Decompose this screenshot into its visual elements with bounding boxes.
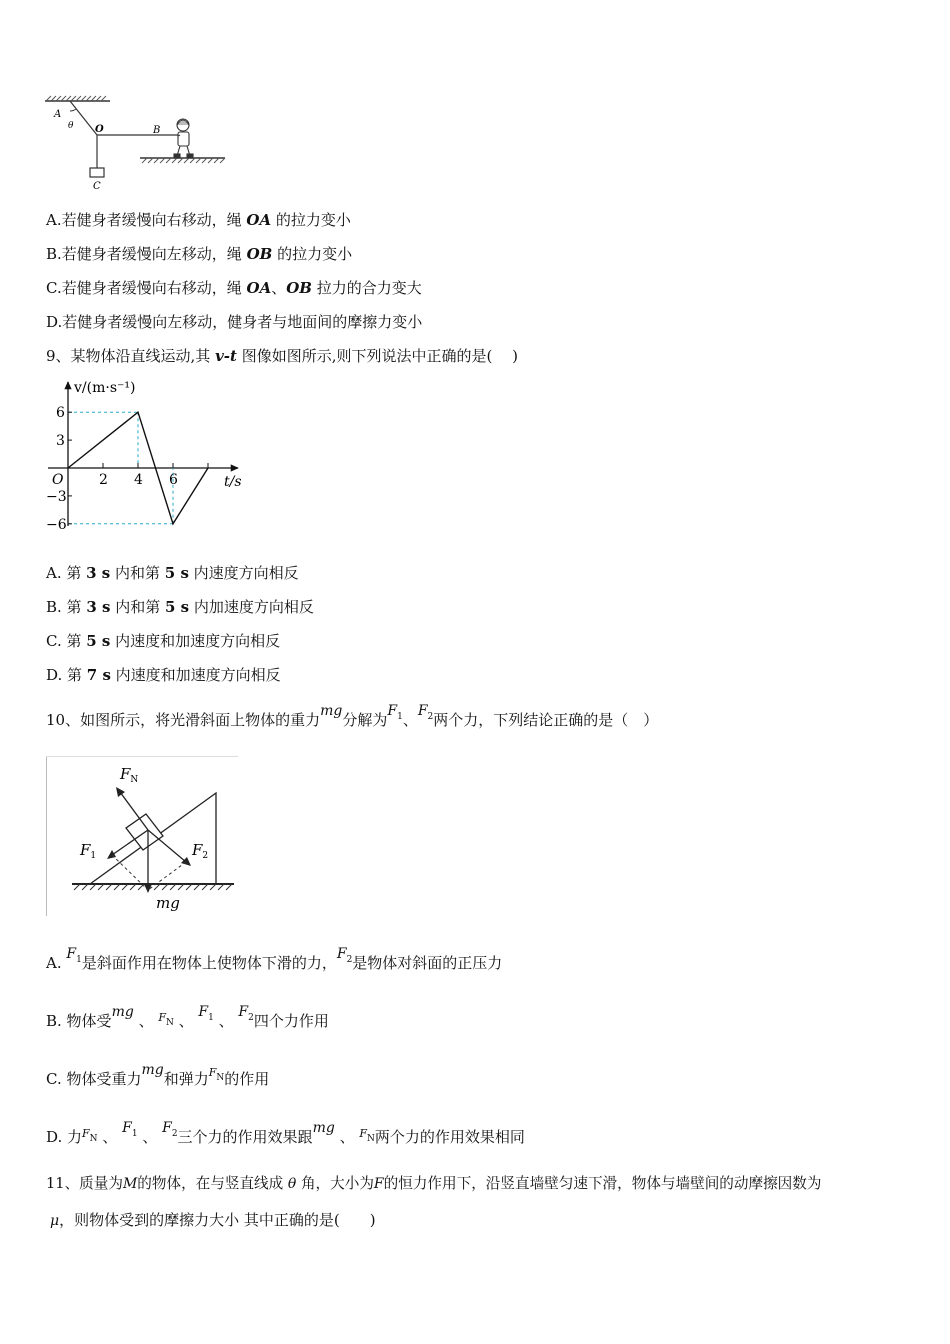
q10-option-c: C. 物体受重力mg和弹力$^{F_N}$的作用	[46, 1062, 270, 1088]
x-tick-label: 6	[169, 472, 178, 488]
q10-stem: 10、如图所示，将光滑斜面上物体的重力mg分解为$F_1$、$F_2$两个力，下列结论正确的是（ ）	[46, 703, 659, 729]
y-tick-label: 3	[56, 433, 65, 450]
x-tick-label: 4	[134, 472, 143, 488]
q10-incline-figure	[46, 756, 240, 916]
q8-option-b: B.若健身者缓慢向左移动，绳 OB 的拉力变小	[46, 245, 353, 263]
y-tick-label: −3	[46, 488, 67, 505]
origin-label: O	[52, 472, 64, 488]
q9-option-a: A. 第 3 s 内和第 5 s 内速度方向相反	[46, 564, 299, 582]
q8-option-c: C.若健身者缓慢向右移动，绳 OA、OB 拉力的合力变大	[46, 279, 422, 297]
label-theta: θ	[68, 121, 74, 131]
y-tick-label: 6	[56, 405, 65, 422]
y-tick-label: −6	[46, 516, 67, 533]
q10-option-b: B. 物体受mg 、 $^{F_N}$ 、 $F_1$ 、 $F_2$四个力作用	[46, 1004, 329, 1030]
q11-stem-line1: 11、质量为M的物体，在与竖直线成 θ 角，大小为F的恒力作用下，沿竖直墙壁匀速下滑，物体与墙壁间的动摩擦因数为	[46, 1175, 822, 1192]
q11-stem-line2: μ，则物体受到的摩擦力大小 其中正确的是( )	[50, 1211, 376, 1229]
q9-vt-chart	[44, 376, 254, 536]
x-tick-label: 2	[99, 472, 108, 488]
q8-option-d: D.若健身者缓慢向左移动，健身者与地面间的摩擦力变小	[46, 313, 423, 331]
q10-option-d: D. 力$^{F_N}$ 、 $F_1$ 、 $F_2$三个力的作用效果跟mg 、 $^{F_N}$两个力的作用效果相同	[46, 1120, 525, 1146]
svg-text:mg: mg	[156, 894, 180, 912]
label-A: A	[54, 109, 62, 120]
q9-option-d: D. 第 7 s 内速度和加速度方向相反	[46, 666, 281, 684]
label-O: O	[95, 124, 104, 135]
q10-option-a: A. $F_1$是斜面作用在物体上使物体下滑的力，$F_2$是物体对斜面的正压力	[46, 946, 503, 972]
label-B: B	[153, 125, 161, 136]
q9-option-c: C. 第 5 s 内速度和加速度方向相反	[46, 632, 281, 650]
y-axis-label: v/(m·s⁻¹)	[74, 380, 136, 396]
svg-text:FN: $F_N$	[120, 765, 139, 785]
q9-stem: 9、某物体沿直线运动,其 v-t 图像如图所示,则下列说法中正确的是( )	[46, 347, 518, 365]
label-C: C	[93, 181, 101, 192]
svg-text:F2: $F_2$	[192, 841, 209, 861]
person-icon	[174, 119, 193, 158]
q8-option-a: A.若健身者缓慢向右移动，绳 OA 的拉力变小	[46, 211, 351, 229]
q8-figure	[40, 95, 235, 195]
svg-text:F1: $F_1$	[80, 841, 97, 861]
q9-option-b: B. 第 3 s 内和第 5 s 内加速度方向相反	[46, 598, 314, 616]
x-axis-label: t/s	[224, 474, 242, 490]
